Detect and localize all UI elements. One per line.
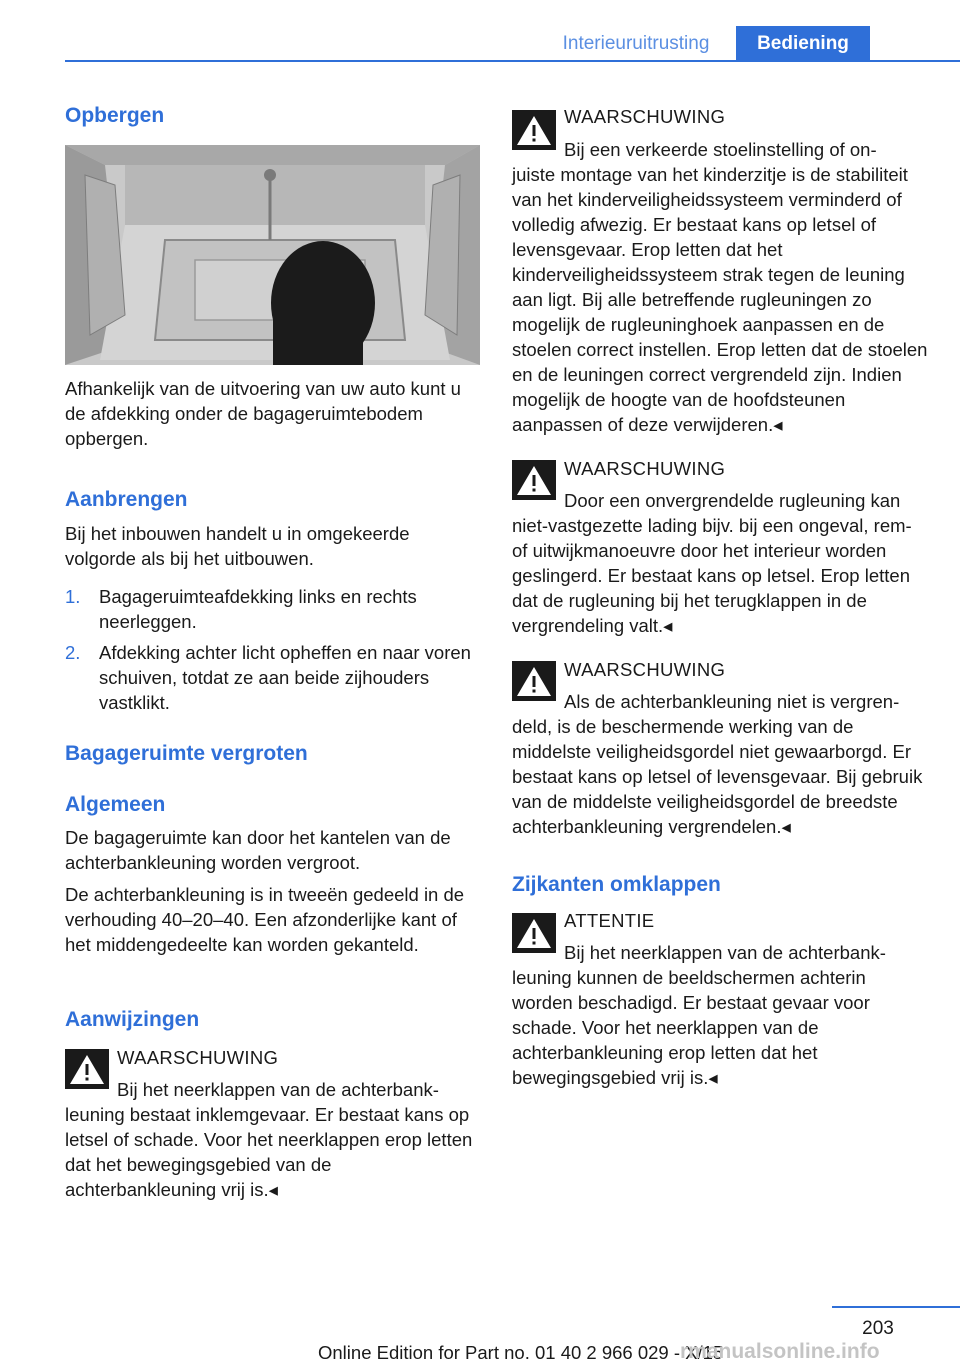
step-2-text: Afdekking achter licht opheffen en naar voren schuiven, totdat ze aan beide zijhouders vastklikt.	[99, 642, 471, 713]
heading-aanwijzingen: Aanwijzingen	[65, 1008, 200, 1031]
step-1-number: 1.	[65, 586, 81, 607]
attention-heading: ATTENTIE	[564, 910, 655, 931]
heading-bagageruimte-vergroten: Bagageruimte vergroten	[65, 742, 308, 765]
warning-3-text: niet-vastgezette lading bijv. bij een ongeval, rem- of uitwijkmanoeuvre door het interieur worden geslingerd. Er bestaat kans op letsel. Erop letten dat de rugleuning bij het terugklappen in de vergrendeling valt.◂	[512, 515, 912, 636]
warning-2-heading: WAARSCHUWING	[564, 106, 726, 127]
attention-text: leuning kunnen de beeldschermen achterin worden beschadigd. Er bestaat gevaar voor schade. Voor het neerklappen van de achterbankleuning erop letten dat het bewegingsgebied vrij is.◂	[512, 967, 870, 1088]
warning-4-text: deld, is de beschermende werking van de middelste veiligheidsgordel niet gewaarborgd. Er bestaat kans op letsel of levensgevaar. Bij gebruik van de middelste veiligheidsgordel de breedste achterbankleuning vergrendelen.◂	[512, 716, 923, 837]
footer-rule	[832, 1306, 960, 1308]
header-rule	[65, 60, 960, 62]
warning-1-heading: WAARSCHUWING	[117, 1047, 279, 1068]
luggage-compartment-photo	[65, 145, 480, 365]
step-2-number: 2.	[65, 642, 81, 663]
algemeen-paragraph-2: De achterbankleuning is in tweeën gedeeld in de verhouding 40–20–40. Een afzonderlijke kant of het middengedeelte kan worden gekanteld.	[65, 884, 465, 955]
heading-algemeen: Algemeen	[65, 793, 166, 816]
aanbrengen-text: Bij het inbouwen handelt u in omgekeerde volgorde als bij het uitbouwen.	[65, 523, 410, 569]
warning-triangle-icon	[65, 1049, 109, 1089]
step-1-text: Bagageruimteafdekking links en rechts neerleggen.	[99, 586, 417, 632]
attention-triangle-icon	[512, 913, 556, 953]
opbergen-text: Afhankelijk van de uitvoering van uw auto kunt u de afdekking onder de bagageruimtebodem opbergen.	[65, 378, 461, 449]
algemeen-paragraph-1: De bagageruimte kan door het kantelen van de achterbankleuning worden vergroot.	[65, 827, 451, 873]
warning-1-first-line: Bij het neerklappen van de achterbank-	[117, 1079, 439, 1100]
heading-aanbrengen: Aanbrengen	[65, 488, 188, 511]
attention-first-line: Bij het neerklappen van de achterbank-	[564, 942, 886, 963]
warning-triangle-icon	[512, 460, 556, 500]
warning-3-heading: WAARSCHUWING	[564, 458, 726, 479]
warning-2-text: juiste montage van het kinderzitje is de stabiliteit van het kinderveiligheidssysteem verminderd of volledig afwezig. Er bestaat kans op letsel of levensgevaar. Erop letten dat het kinderveiligheidssysteem strak tegen de leuning aan ligt. Bij alle betreffende rugleuningen zo mogelijk de rugleuninghoek aanpassen en de stoelen correct instellen. Erop letten dat de stoelen en de leuningen correct vergrendeld zijn. Indien mogelijk de hoogte van de hoofdsteunen aanpassen of deze verwijderen.◂	[512, 164, 928, 435]
warning-triangle-icon	[512, 110, 556, 150]
warning-4-first-line: Als de achterbankleuning niet is vergren-	[564, 691, 900, 712]
warning-1-text: leuning bestaat inklemgevaar. Er bestaat kans op letsel of schade. Voor het neerklappen erop letten dat het bewegingsgebied van de achterbankleuning vrij is.◂	[65, 1104, 473, 1200]
edition-footer: Online Edition for Part no. 01 40 2 966 029 - X/15	[318, 1342, 724, 1363]
warning-2-first-line: Bij een verkeerde stoelinstelling of on-	[564, 139, 877, 160]
heading-zijkanten-omklappen: Zijkanten omklappen	[512, 873, 721, 896]
warning-triangle-icon	[512, 661, 556, 701]
header-tab-section[interactable]: Interieuruitrusting	[562, 33, 710, 54]
header-tab-active[interactable]: Bediening	[736, 26, 870, 62]
warning-4-heading: WAARSCHUWING	[564, 659, 726, 680]
page-number: 203	[862, 1318, 894, 1339]
watermark: rmanualsonline.info	[680, 1340, 880, 1363]
heading-opbergen: Opbergen	[65, 104, 165, 127]
warning-3-first-line: Door een onvergrendelde rugleuning kan	[564, 490, 901, 511]
